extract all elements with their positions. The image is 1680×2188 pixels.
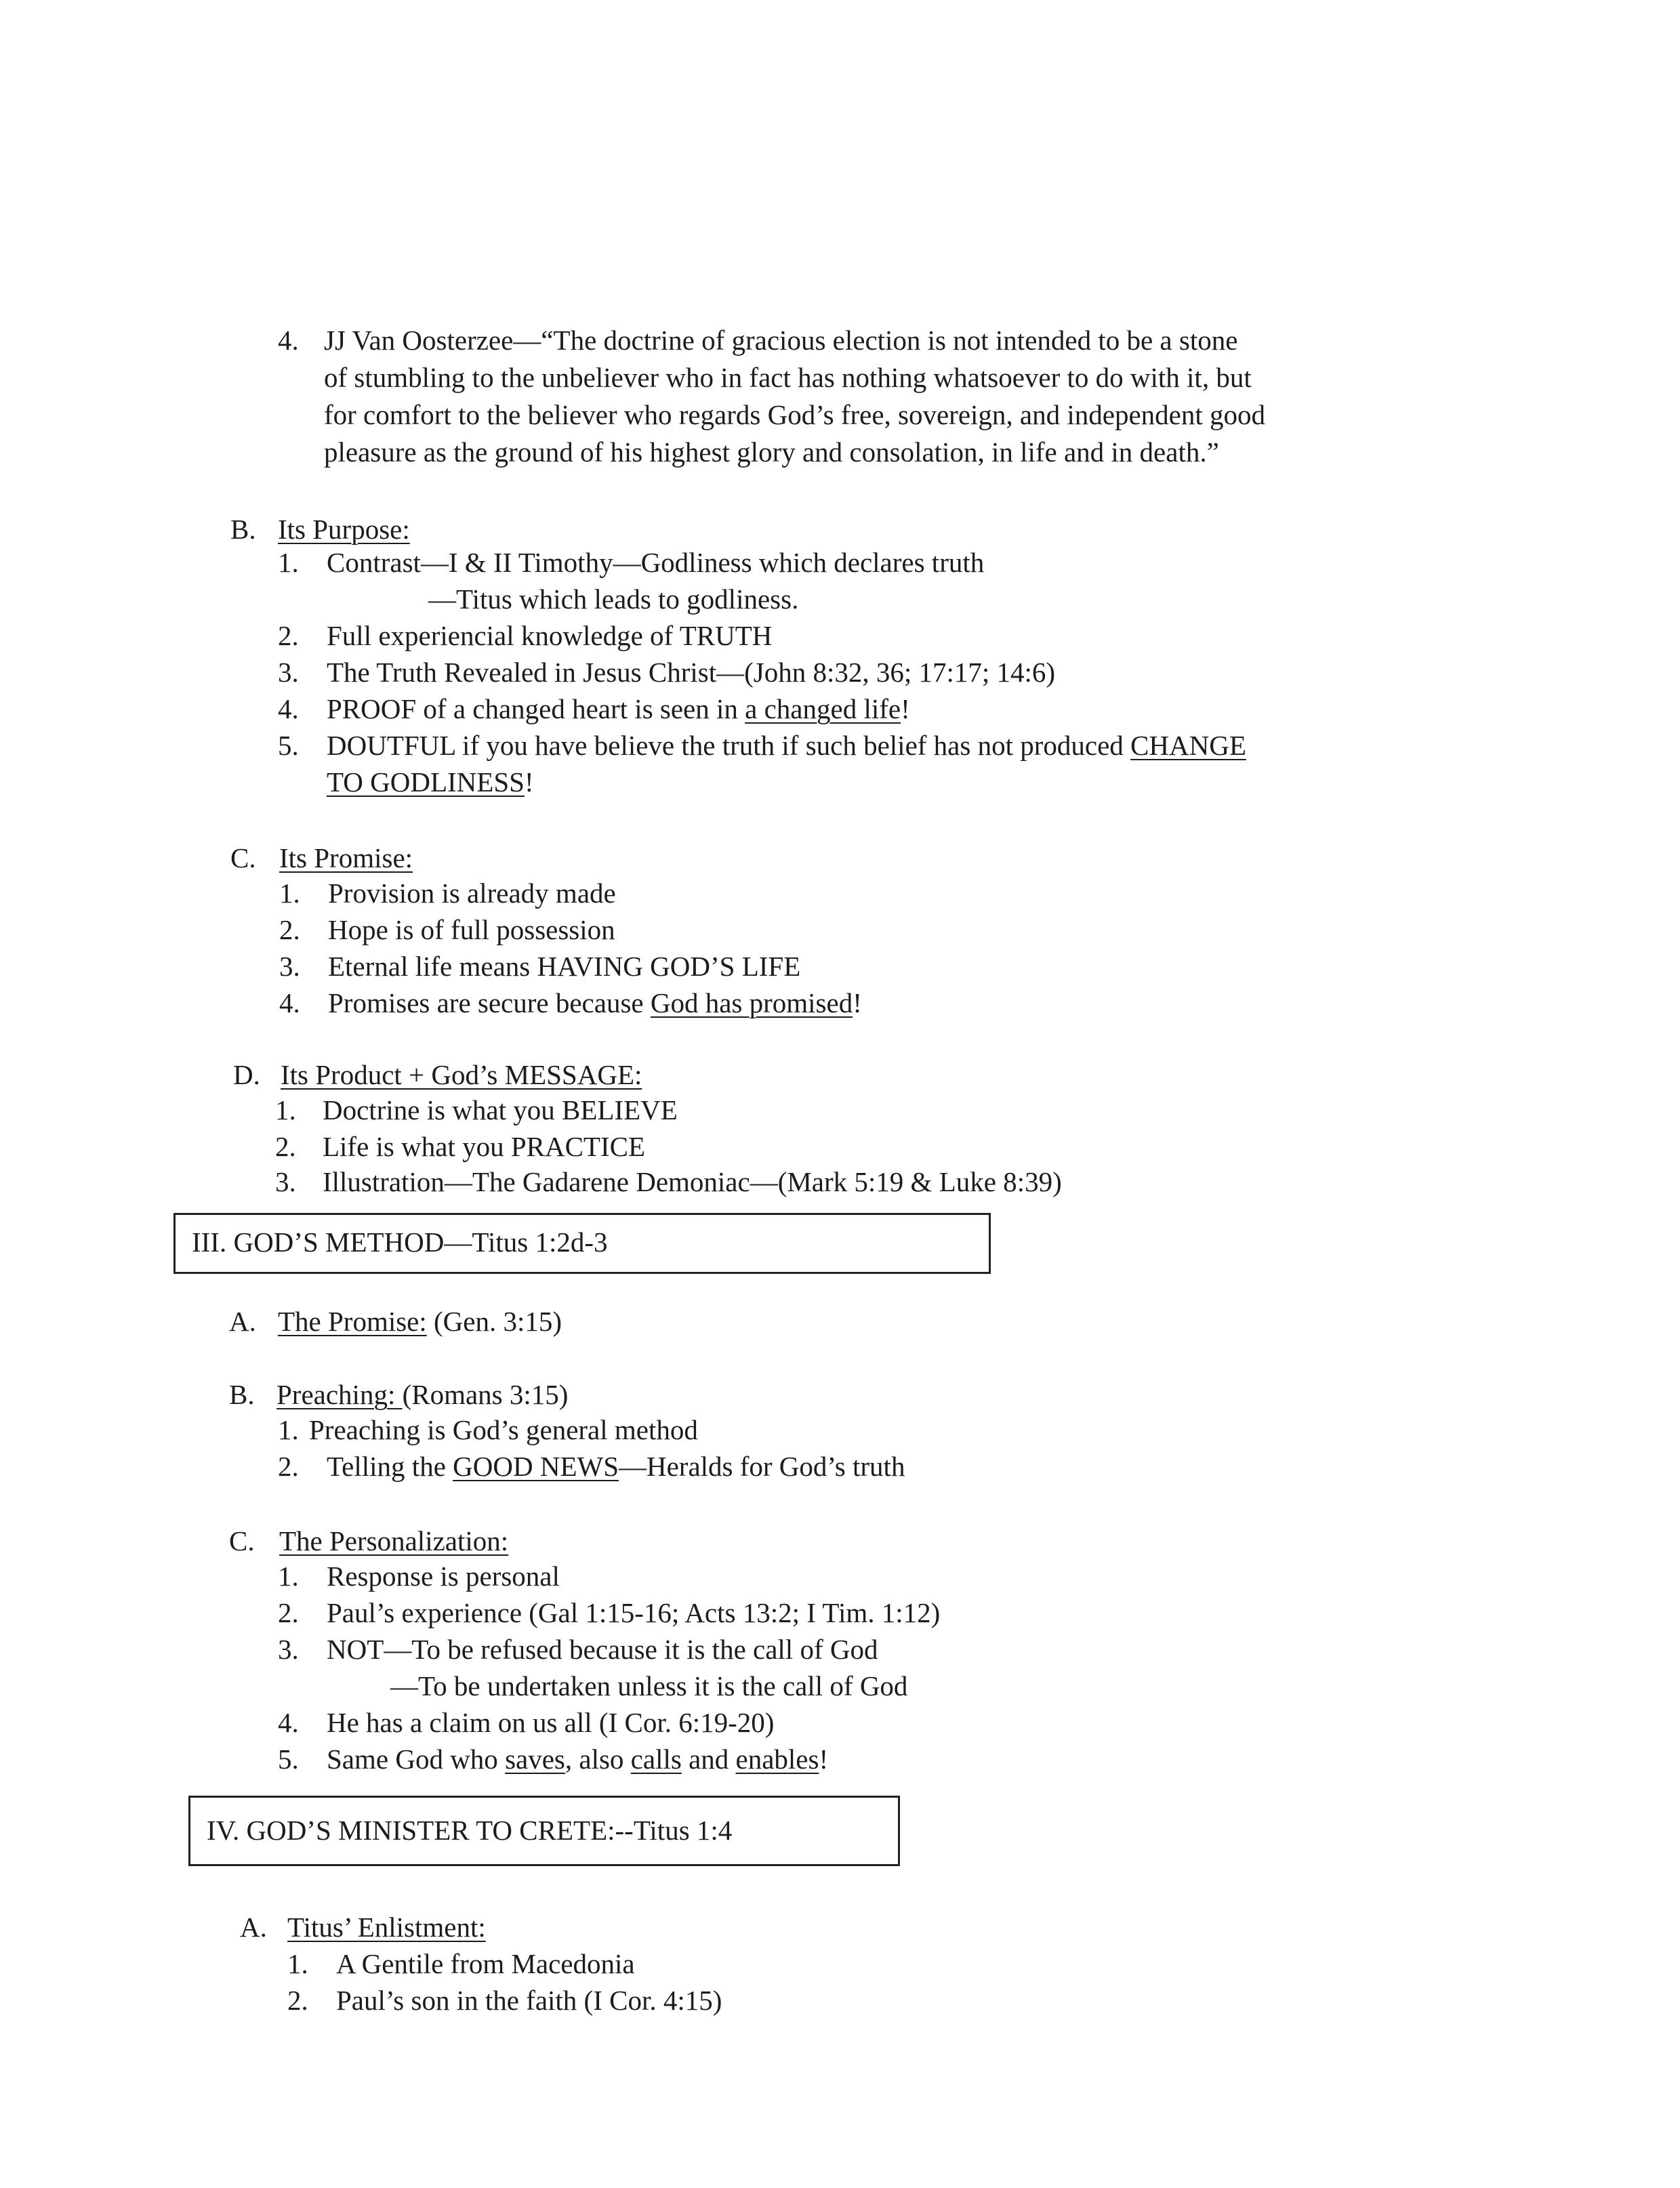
c-item-3-text: Eternal life means HAVING GOD’S LIFE [328, 951, 801, 982]
section-iv-box [188, 1796, 900, 1866]
d-item-1-num: 1. [275, 1094, 296, 1126]
section-iii-box [173, 1213, 991, 1274]
iii-b-text: Preaching: (Romans 3:15) [276, 1379, 569, 1410]
iii-b-item-1-text: Preaching is God’s general method [309, 1414, 698, 1445]
iv-a-item-2-text: Paul’s son in the faith (I Cor. 4:15) [336, 1985, 722, 2016]
iii-c-item-2-num: 2. [278, 1597, 299, 1628]
b-item-1-text: Contrast—I & II Timothy—Godliness which declares truth [327, 547, 985, 578]
iii-b-letter: B. [229, 1379, 255, 1410]
b-item-3-num: 3. [278, 657, 299, 688]
quote-line-2: of stumbling to the unbeliever who in fact has nothing whatsoever to do with it, but [324, 362, 1252, 393]
iii-c-item-3b-text: —To be undertaken unless it is the call of God [390, 1670, 908, 1701]
iii-c-item-2-text: Paul’s experience (Gal 1:15-16; Acts 13:2; I Tim. 1:12) [327, 1597, 941, 1628]
iv-a-item-2-num: 2. [287, 1985, 308, 2016]
c-item-2-text: Hope is of full possession [328, 914, 615, 945]
iv-a-item-1-num: 1. [287, 1948, 308, 1979]
section-iv-title: IV. GOD’S MINISTER TO CRETE:--Titus 1:4 [207, 1815, 733, 1846]
c-item-1-num: 1. [279, 878, 300, 909]
iii-b-item-2-text: Telling the GOOD NEWS—Heralds for God’s truth [327, 1451, 905, 1482]
section-b-letter: B. [230, 514, 256, 545]
section-d-heading: Its Product + God’s MESSAGE: [281, 1059, 642, 1090]
d-item-3-text: Illustration—The Gadarene Demoniac—(Mark 5:19 & Luke 8:39) [323, 1166, 1062, 1197]
iii-b-item-2-num: 2. [278, 1451, 299, 1482]
c-item-2-num: 2. [279, 914, 300, 945]
iii-c-item-4-text: He has a claim on us all (I Cor. 6:19-20) [327, 1707, 775, 1738]
b-item-1-num: 1. [278, 547, 299, 578]
d-item-3-num: 3. [275, 1166, 296, 1197]
iii-c-item-5-text: Same God who saves, also calls and enables! [327, 1743, 829, 1775]
iii-c-item-4-num: 4. [278, 1707, 299, 1738]
b-item-4-text: PROOF of a changed heart is seen in a changed life! [327, 693, 910, 724]
iii-c-letter: C. [229, 1525, 255, 1556]
b-item-4-num: 4. [278, 693, 299, 724]
c-item-4-num: 4. [279, 987, 300, 1018]
iii-c-item-3-num: 3. [278, 1634, 299, 1665]
b-item-5-num: 5. [278, 730, 299, 761]
section-b-heading: Its Purpose: [278, 514, 410, 545]
section-iii-title: III. GOD’S METHOD—Titus 1:2d-3 [192, 1226, 608, 1258]
b-item-1b-text: —Titus which leads to godliness. [428, 583, 799, 615]
iv-a-letter: A. [240, 1912, 267, 1943]
iii-c-item-5-num: 5. [278, 1743, 299, 1775]
c-item-4-text: Promises are secure because God has promised! [328, 987, 862, 1018]
iii-c-item-1-text: Response is personal [327, 1561, 560, 1592]
iii-b-item-1-num: 1. [278, 1414, 299, 1445]
iii-c-heading: The Personalization: [279, 1525, 509, 1556]
iii-a-letter: A. [229, 1306, 256, 1337]
quote-number: 4. [278, 325, 299, 356]
iv-a-heading: Titus’ Enlistment: [287, 1912, 486, 1943]
b-item-3-text: The Truth Revealed in Jesus Christ—(John 8:32, 36; 17:17; 14:6) [327, 657, 1056, 688]
d-item-2-text: Life is what you PRACTICE [323, 1131, 646, 1162]
section-c-letter: C. [230, 842, 256, 873]
d-item-2-num: 2. [275, 1131, 296, 1162]
c-item-3-num: 3. [279, 951, 300, 982]
iii-c-item-1-num: 1. [278, 1561, 299, 1592]
quote-line-1: JJ Van Oosterzee—“The doctrine of gracious election is not intended to be a stone [324, 325, 1238, 356]
section-c-heading: Its Promise: [279, 842, 413, 873]
quote-line-3: for comfort to the believer who regards God’s free, sovereign, and independent good [324, 399, 1265, 430]
c-item-1-text: Provision is already made [328, 878, 616, 909]
b-item-2-text: Full experiencial knowledge of TRUTH [327, 620, 773, 651]
section-d-letter: D. [233, 1059, 260, 1090]
b-item-5-text: DOUTFUL if you have believe the truth if such belief has not produced CHANGE [327, 730, 1246, 761]
iv-a-item-1-text: A Gentile from Macedonia [336, 1948, 635, 1979]
b-item-2-num: 2. [278, 620, 299, 651]
b-item-5-text-cont: TO GODLINESS! [327, 766, 534, 798]
iii-c-item-3-text: NOT—To be refused because it is the call of God [327, 1634, 878, 1665]
d-item-1-text: Doctrine is what you BELIEVE [323, 1094, 678, 1126]
iii-a-text: The Promise: (Gen. 3:15) [278, 1306, 562, 1337]
quote-line-4: pleasure as the ground of his highest glory and consolation, in life and in death.” [324, 436, 1219, 468]
